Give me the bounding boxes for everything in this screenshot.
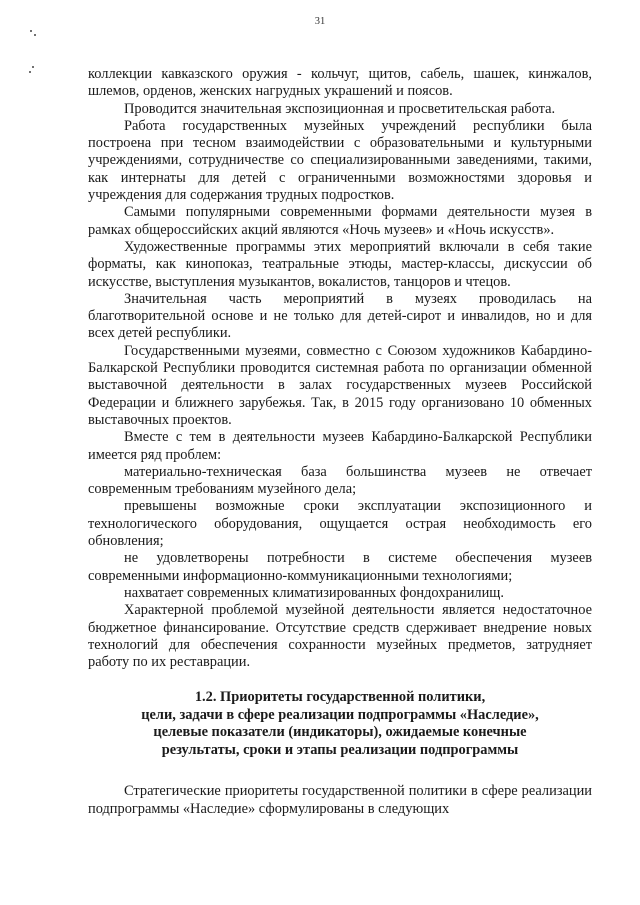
heading-line: 1.2. Приоритеты государственной политики, bbox=[194, 689, 486, 706]
document-body bbox=[88, 66, 592, 818]
paragraph: Самыми популярными современными формами деятельности музея в рамках общероссийских акций являются «Ночь музеев» и «Ночь искусств». bbox=[88, 204, 592, 238]
heading-line: цели, задачи в сфере реализации подпрограммы «Наследие», bbox=[141, 706, 539, 723]
paragraph: Государственными музеями, совместно с Союзом художников Кабардино-Балкарской Республики проводится системная работа по организации обменной выставочной деятельности в залах государственных музеев Российской Федерации и ближнего зарубежья. Так, в 2015 году организовано 10 обменных выставочных проектов. bbox=[88, 342, 592, 428]
paragraph: Значительная часть мероприятий в музеях проводилась на благотворительной основе и не только для детей-сирот и инвалидов, но и для всех детей республики. bbox=[88, 290, 592, 342]
paragraph: Вместе с тем в деятельности музеев Кабардино-Балкарской Республики имеется ряд проблем: bbox=[88, 429, 592, 463]
paragraph: Проводится значительная экспозиционная и просветительская работа. bbox=[124, 100, 556, 117]
scan-speck bbox=[29, 71, 31, 73]
heading-line: целевые показатели (индикаторы), ожидаемые конечные bbox=[153, 724, 527, 741]
paragraph: Стратегические приоритеты государственной политики в сфере реализации подпрограммы «Наследие» сформулированы в следующих bbox=[88, 783, 592, 817]
paragraph: Характерной проблемой музейной деятельности является недостаточное бюджетное финансирование. Отсутствие средств сдерживает внедрение новых технологий для обеспечения сохранности музейных предметов, затрудняет работу по их реставрации. bbox=[88, 602, 592, 671]
page-number: 31 bbox=[314, 16, 326, 27]
paragraph: коллекции кавказского оружия - кольчуг, щитов, сабель, шашек, кинжалов, шлемов, орденов, женских нагрудных украшений и поясов. bbox=[88, 66, 592, 100]
list-item: нахватает современных климатизированных фондохранилищ. bbox=[124, 584, 504, 601]
list-item: материально-техническая база большинства музеев не отвечает современным требованиям музейного дела; bbox=[88, 463, 592, 498]
paragraph: Работа государственных музейных учреждений республики была построена при тесном взаимодействии с образовательными и культурными учреждениями, сотрудничестве со специализированными заведениями, такими, как интернаты для детей с ограниченными возможностями здоровья и учреждения для содержания трудных подростков. bbox=[88, 117, 592, 204]
list-item: не удовлетворены потребности в системе обеспечения музеев современными информационно-коммуникационными технологиями; bbox=[88, 550, 592, 584]
heading-line: результаты, сроки и этапы реализации подпрограммы bbox=[161, 741, 519, 758]
scan-speck bbox=[32, 66, 34, 68]
section-heading bbox=[88, 689, 592, 759]
list-item: превышены возможные сроки эксплуатации экспозиционного и технологического оборудования, ощущается острая необходимость его обновления; bbox=[88, 498, 592, 550]
scan-speck bbox=[34, 34, 36, 36]
paragraph: Художественные программы этих мероприятий включали в себя такие форматы, как кинопоказ, театральные этюды, мастер-классы, дискуссии об искусстве, выступления музыкантов, вокалистов, танцоров и чтецов. bbox=[88, 238, 592, 290]
scan-speck bbox=[30, 30, 32, 32]
